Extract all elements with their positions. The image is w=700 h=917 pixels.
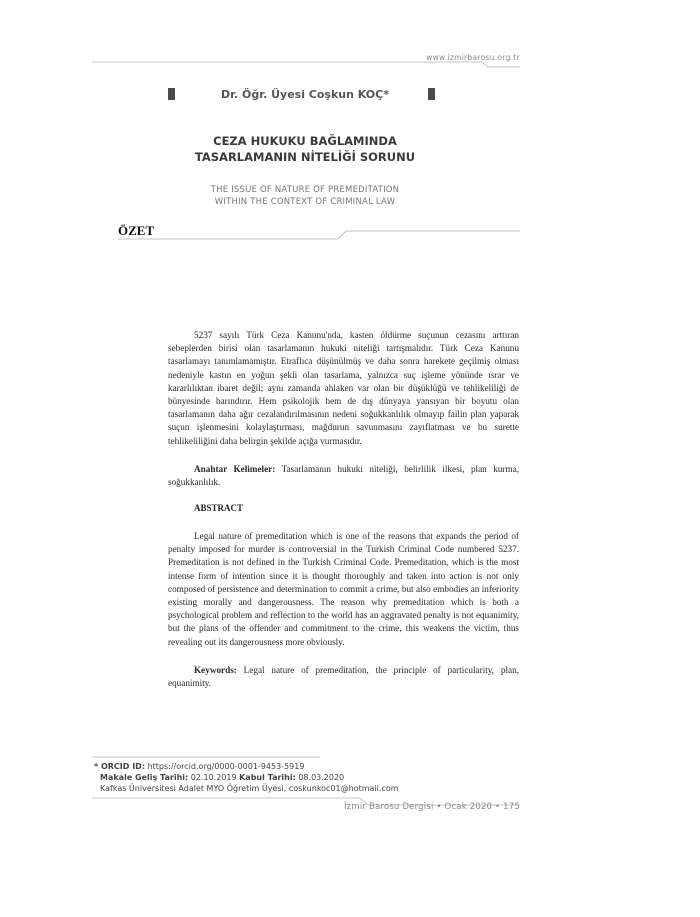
received-date: 02.10.2019	[188, 773, 240, 782]
author-footnote	[94, 761, 399, 794]
ozet-heading: ÖZET	[118, 223, 155, 238]
orcid-line	[94, 761, 399, 772]
orcid-label: * ORCID ID:	[94, 762, 146, 771]
keywords-en	[168, 664, 519, 690]
article-title-en	[120, 184, 490, 208]
ozet-body	[168, 329, 519, 448]
accepted-date: 08.03.2020	[295, 773, 345, 782]
title-tr-line-1: CEZA HUKUKU BAĞLAMINDA	[213, 134, 397, 148]
keywords-en-text: Legal nature of premeditation, the principle of particularity, plan, equanimity.	[168, 665, 519, 689]
site-url[interactable]: www.izmirbarosu.org.tr	[426, 53, 520, 62]
keywords-tr	[168, 463, 519, 489]
ozet-paragraph: 5237 sayılı Türk Ceza Kanunu'nda, kasten öldürme suçunun cezasını arttıran sebeplerden birisi olan tasarlamanın hukuki niteliği tartışmalıdır. Türk Ceza Kanunu tasarlamayı tanımlamamıştır. Etraflıca düşünülmüş ve daha sonra harekete geçilmiş olması nedeniyle kastın en yoğun şekli olan tasarlama, yalnızca suç işleme yönünde ısrar ve kararlılıktan ibaret değil; aynı zamanda ahlaken var olan bir düşüklüğü ve tehlikeliliği de bünyesinde barındırır. Hem psikolojik hem de dış dünyaya yansıyan bir boyutu olan tasarlamanın daha ağır cezalandırılmasının nedeni soğukkanlılık olmayıp failin plan yaparak suçun işlenmesini kolaylaştırması, mağdurun savunmasını zayıflatması ve bu surette tehlikeliliğini daha belirgin şekilde açığa vurmasıdır.	[168, 330, 519, 446]
received-label: Makale Geliş Tarihi:	[100, 773, 189, 782]
affiliation-line: Kafkas Üniversitesi Adalet MYO Öğretim Üyesi, coskunkoc01@hotmail.com	[100, 784, 399, 793]
keywords-tr-text: Tasarlamanın hukuki niteliği, belirlilik ilkesi, plan kurma, soğukkanlılık.	[168, 464, 520, 488]
title-en-line-2: WITHIN THE CONTEXT OF CRIMINAL LAW	[214, 197, 396, 207]
accepted-label: Kabul Tarihi:	[239, 773, 296, 782]
abstract-heading: ABSTRACT	[194, 503, 244, 513]
keywords-tr-label: Anahtar Kelimeler:	[194, 464, 276, 474]
orcid-link[interactable]: https://orcid.org/0000-0001-9453-5919	[145, 762, 305, 771]
author-name: Dr. Öğr. Üyesi Coşkun KOÇ*	[221, 88, 389, 101]
abstract-body	[168, 530, 519, 649]
keywords-en-label: Keywords:	[194, 665, 237, 675]
title-tr-line-2: TASARLAMANIN NİTELİĞİ SORUNU	[194, 150, 416, 164]
journal-footer: İzmir Barosu Dergisi • Ocak 2020 • 175	[343, 802, 520, 812]
left-decorative-marker	[168, 88, 175, 100]
abstract-paragraph: Legal nature of premeditation which is one of the reasons that expands the period of penalty imposed for murder is controversial in the Turkish Criminal Code numbered 5237. Premeditation is not defined in the Turkish Criminal Code. Premeditation, which is the most intense form of intention since it is thought thoroughly and taken into action is not only composed of persistence and determination to commit a crime, but also embodies an inferiority existing morally and dangerousness. The reason why premeditation which is both a psychological problem and reflection to the world has an aggravated penalty is not equanimity, but the plans of the offender and commitment to the crime, this weakens the victim, thus revealing out its dangerousness more obviously.	[168, 531, 519, 647]
dates-line	[94, 772, 399, 783]
article-title-tr	[120, 133, 490, 165]
title-en-line-1: THE ISSUE OF NATURE OF PREMEDITATION	[210, 185, 400, 195]
